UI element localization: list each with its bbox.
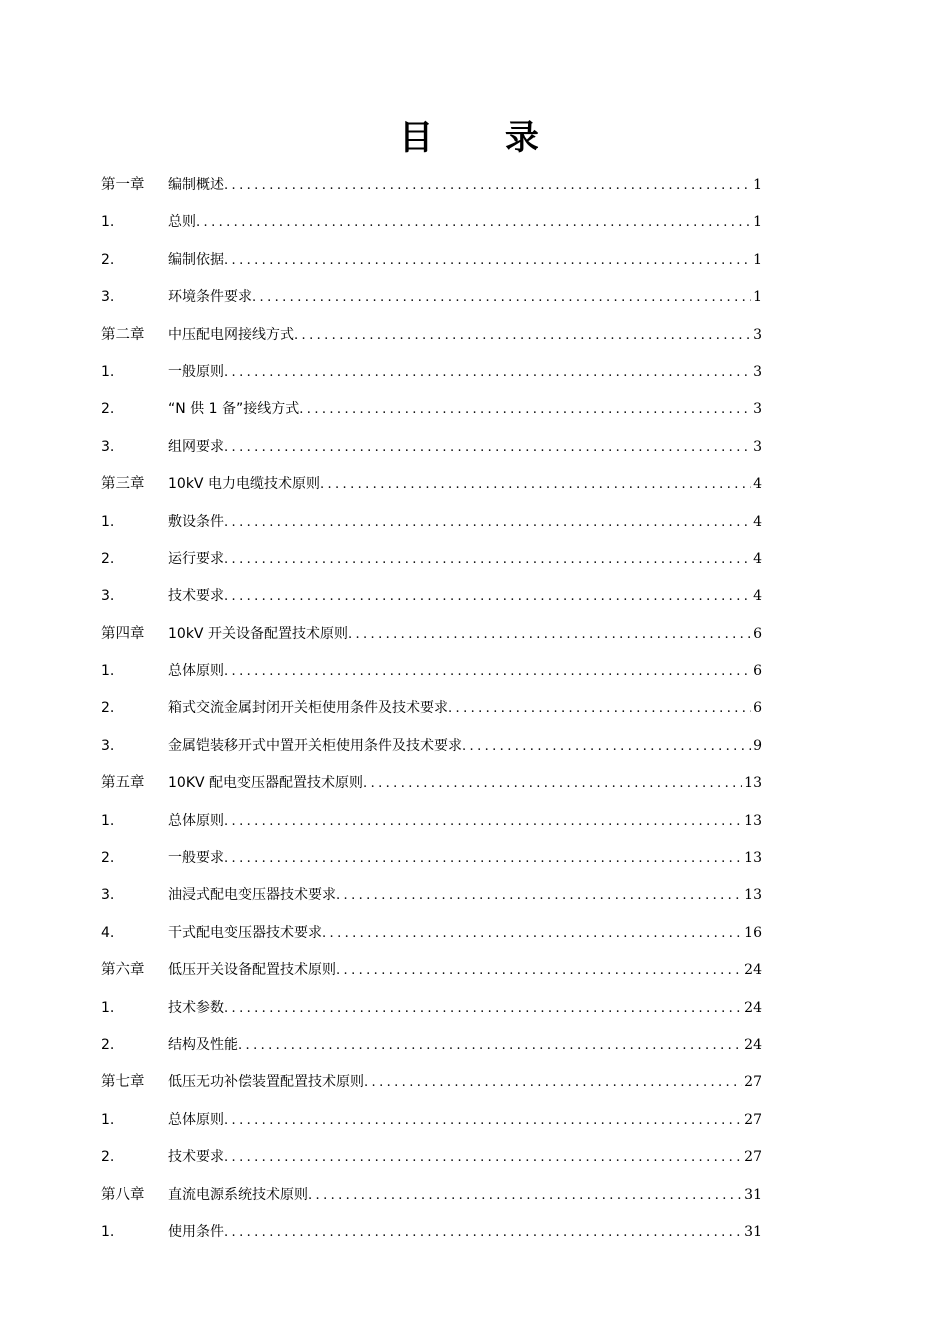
toc-entry-label: 中压配电网接线方式 <box>168 326 294 343</box>
toc-entry-label: 箱式交流金属封闭开关柜使用条件及技术要求 <box>168 700 448 717</box>
toc-entry-label: 敷设条件 <box>168 513 224 530</box>
dot-leader <box>462 728 751 765</box>
toc-section-entry[interactable] <box>101 840 762 877</box>
toc-entry-label: 使用条件 <box>168 1223 224 1240</box>
toc-entry-number: 第五章 <box>101 775 145 792</box>
toc-entry-page-number: 3 <box>753 438 762 455</box>
toc-entry-page-number: 3 <box>753 326 762 343</box>
dot-leader <box>308 1177 742 1214</box>
toc-entry-number: 3. <box>101 289 115 306</box>
toc-chapter-entry[interactable] <box>101 1177 762 1214</box>
dot-leader <box>196 204 751 241</box>
toc-entry-label: 一般要求 <box>168 850 224 867</box>
toc-entry-page-number: 31 <box>744 1223 762 1240</box>
toc-entry-number: 1. <box>101 999 115 1016</box>
dot-leader <box>294 317 751 354</box>
toc-entry-number: 第六章 <box>101 962 145 979</box>
toc-entry-page-number: 6 <box>753 625 762 642</box>
dot-leader <box>238 1027 742 1064</box>
toc-entry-page-number: 6 <box>753 663 762 680</box>
toc-section-entry[interactable] <box>101 1027 762 1064</box>
toc-section-entry[interactable] <box>101 279 762 316</box>
toc-entry-number: 2. <box>101 401 115 418</box>
toc-section-entry[interactable] <box>101 429 762 466</box>
toc-entry-label: 技术参数 <box>168 999 224 1016</box>
toc-entry-label: 技术要求 <box>168 588 224 605</box>
toc-entry-number: 2. <box>101 550 115 567</box>
toc-entry-number: 1. <box>101 1111 115 1128</box>
toc-entry-label: 低压开关设备配置技术原则 <box>168 962 336 979</box>
toc-entry-label: 编制依据 <box>168 251 224 268</box>
toc-entry-page-number: 13 <box>744 850 762 867</box>
toc-chapter-entry[interactable] <box>101 167 762 204</box>
toc-entry-label: 直流电源系统技术原则 <box>168 1186 308 1203</box>
toc-section-entry[interactable] <box>101 204 762 241</box>
toc-entry-page-number: 13 <box>744 812 762 829</box>
toc-section-entry[interactable] <box>101 391 762 428</box>
toc-section-entry[interactable] <box>101 541 762 578</box>
dot-leader <box>364 1064 742 1101</box>
toc-section-entry[interactable] <box>101 242 762 279</box>
toc-entry-label: 环境条件要求 <box>168 289 252 306</box>
toc-entry-number: 1. <box>101 1223 115 1240</box>
toc-entry-number: 2. <box>101 850 115 867</box>
toc-chapter-entry[interactable] <box>101 317 762 354</box>
toc-entry-label: 油浸式配电变压器技术要求 <box>168 887 336 904</box>
dot-leader <box>224 354 751 391</box>
toc-entry-page-number: 1 <box>753 289 762 306</box>
dot-leader <box>363 765 742 802</box>
toc-entry-number: 3. <box>101 737 115 754</box>
toc-entry-page-number: 31 <box>744 1186 762 1203</box>
toc-entry-number: 1. <box>101 513 115 530</box>
dot-leader <box>224 803 742 840</box>
toc-section-entry[interactable] <box>101 990 762 1027</box>
toc-chapter-entry[interactable] <box>101 466 762 503</box>
toc-entry-page-number: 3 <box>753 363 762 380</box>
toc-section-entry[interactable] <box>101 1214 762 1251</box>
toc-section-entry[interactable] <box>101 1102 762 1139</box>
toc-chapter-entry[interactable] <box>101 616 762 653</box>
dot-leader <box>336 877 742 914</box>
toc-entry-label: 一般原则 <box>168 363 224 380</box>
toc-entry-number: 第三章 <box>101 476 145 493</box>
toc-section-entry[interactable] <box>101 803 762 840</box>
table-of-contents <box>101 167 762 1251</box>
toc-entry-number: 第八章 <box>101 1186 145 1203</box>
dot-leader <box>224 1214 742 1251</box>
toc-section-entry[interactable] <box>101 877 762 914</box>
toc-entry-page-number: 13 <box>744 887 762 904</box>
toc-entry-label: 编制概述 <box>168 177 224 193</box>
toc-entry-page-number: 1 <box>753 251 762 268</box>
toc-entry-page-number: 4 <box>753 550 762 567</box>
toc-entry-number: 4. <box>101 924 115 941</box>
toc-entry-page-number: 6 <box>753 700 762 717</box>
toc-entry-label: 干式配电变压器技术要求 <box>168 924 322 941</box>
toc-entry-number: 第一章 <box>101 177 145 193</box>
toc-entry-label: 结构及性能 <box>168 1036 238 1053</box>
toc-section-entry[interactable] <box>101 728 762 765</box>
toc-section-entry[interactable] <box>101 504 762 541</box>
dot-leader <box>348 616 751 653</box>
dot-leader <box>224 840 742 877</box>
dot-leader <box>322 915 742 952</box>
toc-chapter-entry[interactable] <box>101 1064 762 1101</box>
toc-entry-label: 总则 <box>168 214 196 231</box>
dot-leader <box>224 1102 742 1139</box>
toc-entry-number: 1. <box>101 663 115 680</box>
toc-entry-label: 10kV 电力电缆技术原则 <box>168 476 320 493</box>
toc-entry-page-number: 24 <box>744 962 762 979</box>
toc-chapter-entry[interactable] <box>101 765 762 802</box>
dot-leader <box>224 1139 742 1176</box>
dot-leader <box>224 578 751 615</box>
toc-entry-label: 总体原则 <box>168 1111 224 1128</box>
toc-entry-page-number: 27 <box>744 1074 762 1091</box>
toc-section-entry[interactable] <box>101 578 762 615</box>
toc-entry-page-number: 24 <box>744 999 762 1016</box>
toc-section-entry[interactable] <box>101 1139 762 1176</box>
toc-entry-number: 1. <box>101 214 115 231</box>
toc-entry-number: 1. <box>101 363 115 380</box>
toc-entry-page-number: 4 <box>753 513 762 530</box>
toc-entry-number: 3. <box>101 438 115 455</box>
toc-entry-page-number: 4 <box>753 476 762 493</box>
dot-leader <box>320 466 751 503</box>
dot-leader <box>224 429 751 466</box>
toc-entry-label: 10kV 开关设备配置技术原则 <box>168 625 348 642</box>
toc-entry-label: 10KV 配电变压器配置技术原则 <box>168 775 364 792</box>
toc-entry-number: 3. <box>101 588 115 605</box>
toc-entry-page-number: 1 <box>753 177 762 193</box>
dot-leader <box>336 952 742 989</box>
dot-leader <box>224 167 751 204</box>
toc-entry-number: 1. <box>101 812 115 829</box>
toc-entry-number: 第二章 <box>101 326 145 343</box>
toc-entry-number: 2. <box>101 251 115 268</box>
toc-entry-label: 运行要求 <box>168 550 224 567</box>
toc-entry-label: 组网要求 <box>168 438 224 455</box>
toc-entry-page-number: 24 <box>744 1036 762 1053</box>
dot-leader <box>448 690 751 727</box>
toc-entry-page-number: 16 <box>744 924 762 941</box>
toc-entry-label: 总体原则 <box>168 812 224 829</box>
toc-entry-label: “N 供 1 备”接线方式 <box>168 401 300 418</box>
toc-entry-page-number: 3 <box>753 401 762 418</box>
dot-leader <box>252 279 751 316</box>
dot-leader <box>224 242 751 279</box>
page-title: 目 录 <box>399 118 569 158</box>
toc-entry-page-number: 1 <box>753 214 762 231</box>
toc-section-entry[interactable] <box>101 354 762 391</box>
toc-entry-number: 2. <box>101 1149 115 1166</box>
toc-entry-page-number: 27 <box>744 1149 762 1166</box>
toc-entry-number: 3. <box>101 887 115 904</box>
toc-chapter-entry[interactable] <box>101 952 762 989</box>
toc-entry-number: 2. <box>101 1036 115 1053</box>
toc-entry-number: 2. <box>101 700 115 717</box>
toc-entry-page-number: 13 <box>744 775 762 792</box>
toc-entry-number: 第七章 <box>101 1074 145 1091</box>
dot-leader <box>224 541 751 578</box>
toc-section-entry[interactable] <box>101 915 762 952</box>
toc-section-entry[interactable] <box>101 690 762 727</box>
dot-leader <box>224 990 742 1027</box>
dot-leader <box>224 653 751 690</box>
toc-entry-page-number: 9 <box>753 737 762 754</box>
toc-entry-label: 总体原则 <box>168 663 224 680</box>
toc-entry-page-number: 4 <box>753 588 762 605</box>
toc-entry-label: 技术要求 <box>168 1149 224 1166</box>
toc-entry-label: 低压无功补偿装置配置技术原则 <box>168 1074 364 1091</box>
dot-leader <box>299 391 751 428</box>
dot-leader <box>224 504 751 541</box>
toc-section-entry[interactable] <box>101 653 762 690</box>
toc-entry-number: 第四章 <box>101 625 145 642</box>
toc-entry-page-number: 27 <box>744 1111 762 1128</box>
toc-entry-label: 金属铠装移开式中置开关柜使用条件及技术要求 <box>168 737 462 754</box>
